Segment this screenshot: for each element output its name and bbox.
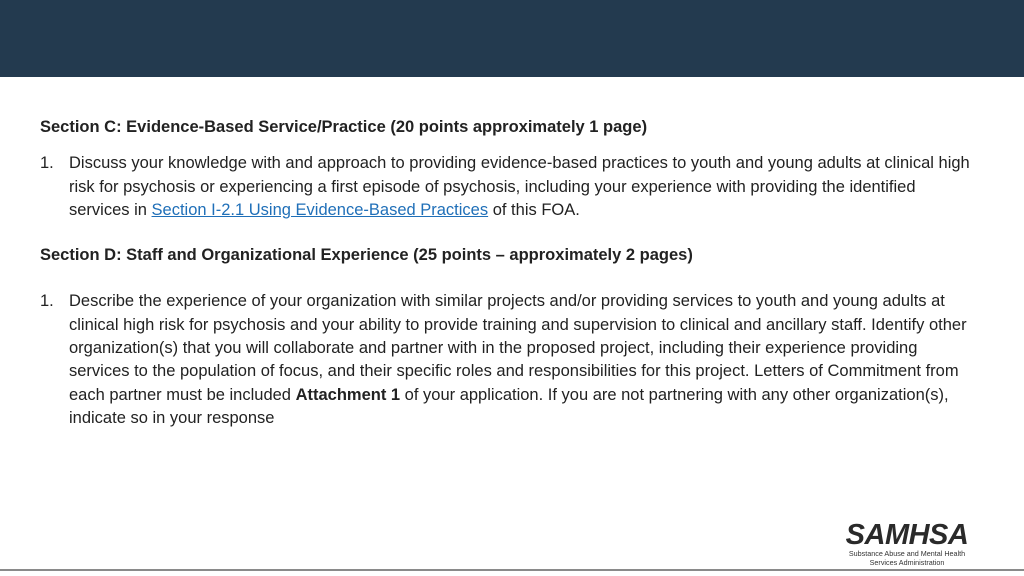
item-text-part: of your application. If you are not partnering with any other organization(s), indicate so in your response [69,385,949,427]
section-c-item-text [69,152,980,222]
attachment-1-bold: Attachment 1 [295,385,401,404]
list-number: 1. [40,292,54,311]
logo-subtitle-line2: Services Administration [869,557,945,567]
item-text-part: of this FOA. [488,200,580,219]
logo-subtitle-line1: Substance Abuse and Mental Health [848,549,966,558]
section-c-item-1 [40,152,980,222]
list-number: 1. [40,154,54,173]
section-d-item-text [69,290,980,430]
section-d-heading: Section D: Staff and Organizational Experience (25 points – approximately 2 pages) [40,246,693,265]
section-d-item-1 [40,290,980,430]
header-bar [0,0,1024,77]
footer-divider [0,569,1024,571]
item-text-part: Describe the experience of your organization with similar projects and/or providing services to youth and young adults at clinical high risk for psychosis and your ability to provide training and supervision to clinical and ancillary staff. Identify other organization(s) that you will collaborate and partner with in the proposed project, including their experience providing services to the population of focus, and their specific roles and responsibilities for this project. Letters of Commitment from each partner must be included [69,292,967,404]
slide-content [40,116,980,430]
samhsa-logo [845,520,969,567]
logo-wordmark: SAMHSA [845,519,969,551]
section-i-2-1-link[interactable]: Section I-2.1 Using Evidence-Based Practices [151,200,489,219]
section-c-heading: Section C: Evidence-Based Service/Practice (20 points approximately 1 page) [40,118,648,136]
item-text-part: Discuss your knowledge with and approach to providing evidence-based practices to youth and young adults at clinical high risk for psychosis or experiencing a first episode of psychosis, including your experience with providing the identified services in [69,154,970,219]
